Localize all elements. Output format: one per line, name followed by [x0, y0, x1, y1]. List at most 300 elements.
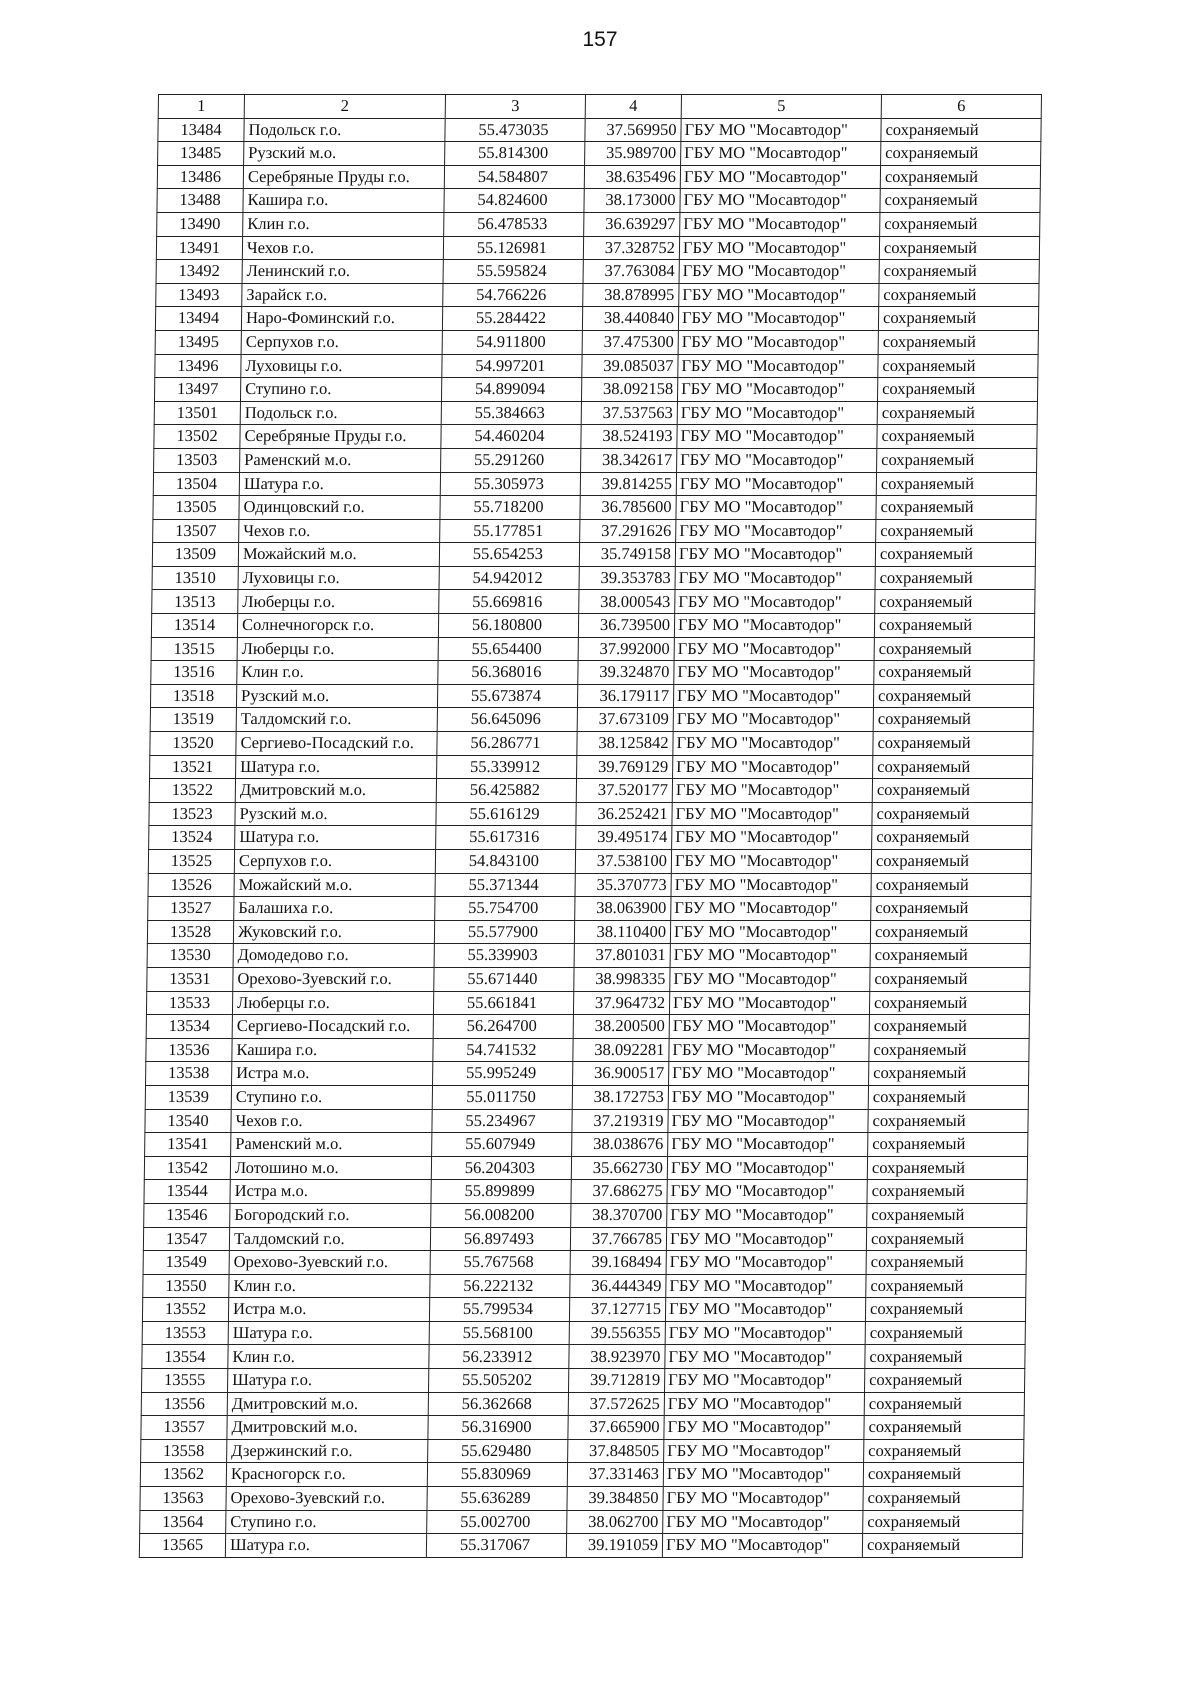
cell-latitude: 56.425882 [436, 779, 576, 803]
cell-status: сохраняемый [877, 448, 1037, 472]
cell-status: сохраняемый [881, 118, 1041, 142]
table-header-row [158, 95, 1041, 119]
cell-id: 13503 [154, 448, 240, 472]
cell-organization: ГБУ МО "Мосавтодор" [676, 496, 876, 520]
table-row [146, 1062, 1029, 1086]
cell-municipality: Серпухов г.о. [241, 330, 442, 354]
cell-organization: ГБУ МО "Мосавтодор" [664, 1416, 864, 1440]
cell-organization: ГБУ МО "Мосавтодор" [679, 260, 879, 284]
cell-longitude: 38.923970 [569, 1345, 665, 1369]
cell-latitude: 55.002700 [427, 1510, 567, 1534]
cell-organization: ГБУ МО "Мосавтодор" [675, 566, 875, 590]
table-row [158, 118, 1041, 142]
cell-status: сохраняемый [876, 519, 1036, 543]
cell-id: 13526 [148, 873, 234, 897]
cell-municipality: Ступино г.о. [231, 1085, 432, 1109]
cell-id: 13513 [152, 590, 238, 614]
cell-status: сохраняемый [865, 1321, 1025, 1345]
cell-id: 13522 [149, 779, 235, 803]
cell-latitude: 55.718200 [440, 496, 580, 520]
cell-municipality: Зарайск г.о. [242, 283, 443, 307]
cell-longitude: 37.801031 [574, 944, 670, 968]
cell-id: 13544 [144, 1180, 230, 1204]
cell-longitude: 37.665900 [568, 1416, 664, 1440]
cell-id: 13497 [154, 378, 240, 402]
cell-organization: ГБУ МО "Мосавтодор" [664, 1439, 864, 1463]
cell-municipality: Балашиха г.о. [234, 897, 435, 921]
cell-longitude: 37.219319 [572, 1109, 668, 1133]
cell-latitude: 54.460204 [441, 425, 581, 449]
cell-id: 13491 [156, 236, 242, 260]
cell-status: сохраняемый [876, 496, 1036, 520]
cell-longitude: 38.062700 [567, 1510, 663, 1534]
cell-status: сохраняемый [879, 236, 1039, 260]
cell-organization: ГБУ МО "Мосавтодор" [667, 1180, 867, 1204]
table-row [156, 283, 1039, 307]
cell-id: 13514 [151, 614, 237, 638]
table-row [155, 307, 1038, 331]
cell-id: 13546 [144, 1203, 230, 1227]
table-row [157, 165, 1040, 189]
cell-latitude: 56.180800 [438, 614, 578, 638]
cell-id: 13554 [142, 1345, 228, 1369]
table-row [142, 1345, 1025, 1369]
cell-status: сохраняемый [875, 566, 1035, 590]
cell-id: 13557 [141, 1416, 227, 1440]
table-row [142, 1321, 1025, 1345]
cell-status: сохраняемый [870, 967, 1030, 991]
cell-organization: ГБУ МО "Мосавтодор" [677, 401, 877, 425]
page-number: 157 [582, 28, 618, 51]
cell-id: 13562 [140, 1463, 226, 1487]
cell-id: 13510 [152, 566, 238, 590]
cell-latitude: 54.997201 [442, 354, 582, 378]
table-row [142, 1298, 1025, 1322]
cell-organization: ГБУ МО "Мосавтодор" [665, 1298, 865, 1322]
cell-municipality: Орехово-Зуевский г.о. [229, 1251, 430, 1275]
cell-organization: ГБУ МО "Мосавтодор" [672, 826, 872, 850]
cell-municipality: Лотошино м.о. [230, 1156, 431, 1180]
cell-status: сохраняемый [881, 142, 1041, 166]
cell-latitude: 55.473035 [445, 118, 585, 142]
table-row [156, 260, 1039, 284]
cell-organization: ГБУ МО "Мосавтодор" [663, 1487, 863, 1511]
cell-longitude: 38.092158 [581, 378, 677, 402]
cell-organization: ГБУ МО "Мосавтодор" [674, 614, 874, 638]
cell-status: сохраняемый [877, 378, 1037, 402]
table-row [141, 1439, 1024, 1463]
cell-municipality: Ступино г.о. [226, 1510, 427, 1534]
cell-latitude: 55.669816 [439, 590, 579, 614]
cell-municipality: Дмитровский м.о. [227, 1392, 428, 1416]
cell-status: сохраняемый [879, 283, 1039, 307]
cell-municipality: Солнечногорск г.о. [237, 614, 438, 638]
cell-organization: ГБУ МО "Мосавтодор" [664, 1392, 864, 1416]
cell-municipality: Ступино г.о. [240, 378, 441, 402]
cell-status: сохраняемый [870, 920, 1030, 944]
table-row [143, 1251, 1026, 1275]
cell-status: сохраняемый [869, 1015, 1029, 1039]
cell-status: сохраняемый [865, 1345, 1025, 1369]
cell-longitude: 38.092281 [573, 1038, 669, 1062]
cell-organization: ГБУ МО "Мосавтодор" [666, 1274, 866, 1298]
cell-status: сохраняемый [874, 614, 1034, 638]
cell-id: 13496 [155, 354, 241, 378]
cell-id: 13538 [146, 1062, 232, 1086]
table-row [156, 236, 1039, 260]
cell-municipality: Сергиево-Посадский г.о. [232, 1015, 433, 1039]
cell-id: 13509 [152, 543, 238, 567]
cell-id: 13507 [153, 519, 239, 543]
cell-latitude: 55.384663 [441, 401, 581, 425]
cell-id: 13542 [144, 1156, 230, 1180]
table-row [149, 802, 1032, 826]
cell-longitude: 38.878995 [583, 283, 679, 307]
table-row [144, 1203, 1027, 1227]
cell-municipality: Луховицы г.о. [241, 354, 442, 378]
cell-longitude: 38.173000 [584, 189, 680, 213]
cell-longitude: 38.038676 [572, 1133, 668, 1157]
cell-municipality: Серебряные Пруды г.о. [240, 425, 441, 449]
cell-longitude: 39.769129 [577, 755, 673, 779]
table-row [147, 967, 1030, 991]
cell-latitude: 55.371344 [435, 873, 575, 897]
cell-id: 13492 [156, 260, 242, 284]
cell-organization: ГБУ МО "Мосавтодор" [681, 118, 881, 142]
cell-organization: ГБУ МО "Мосавтодор" [675, 590, 875, 614]
cell-status: сохраняемый [866, 1251, 1026, 1275]
cell-organization: ГБУ МО "Мосавтодор" [678, 354, 878, 378]
cell-status: сохраняемый [869, 991, 1029, 1015]
table-row [155, 354, 1038, 378]
table-row [151, 637, 1034, 661]
cell-organization: ГБУ МО "Мосавтодор" [668, 1133, 868, 1157]
cell-id: 13558 [141, 1439, 227, 1463]
cell-status: сохраняемый [877, 425, 1037, 449]
cell-longitude: 37.766785 [570, 1227, 666, 1251]
cell-latitude: 56.008200 [431, 1203, 571, 1227]
cell-longitude: 37.572625 [568, 1392, 664, 1416]
cell-status: сохраняемый [864, 1392, 1024, 1416]
cell-organization: ГБУ МО "Мосавтодор" [666, 1251, 866, 1275]
cell-status: сохраняемый [863, 1510, 1023, 1534]
column-header-5: 5 [681, 95, 881, 119]
cell-municipality: Шатура г.о. [235, 826, 436, 850]
cell-id: 13524 [149, 826, 235, 850]
cell-status: сохраняемый [876, 472, 1036, 496]
cell-longitude: 38.524193 [581, 425, 677, 449]
cell-id: 13504 [153, 472, 239, 496]
cell-status: сохраняемый [875, 590, 1035, 614]
table-row [148, 897, 1031, 921]
cell-latitude: 55.177851 [440, 519, 580, 543]
cell-latitude: 55.617316 [436, 826, 576, 850]
cell-status: сохраняемый [875, 543, 1035, 567]
cell-latitude: 55.799534 [429, 1298, 569, 1322]
cell-municipality: Кашира г.о. [243, 189, 444, 213]
cell-municipality: Клин г.о. [237, 661, 438, 685]
cell-organization: ГБУ МО "Мосавтодор" [663, 1463, 863, 1487]
cell-latitude: 55.673874 [437, 684, 577, 708]
cell-id: 13523 [149, 802, 235, 826]
cell-organization: ГБУ МО "Мосавтодор" [669, 991, 869, 1015]
cell-latitude: 55.661841 [433, 991, 573, 1015]
table-row [141, 1416, 1024, 1440]
cell-latitude: 54.911800 [442, 330, 582, 354]
cell-municipality: Можайский м.о. [234, 873, 435, 897]
cell-organization: ГБУ МО "Мосавтодор" [667, 1156, 867, 1180]
cell-longitude: 39.712819 [569, 1369, 665, 1393]
cell-id: 13515 [151, 637, 237, 661]
cell-id: 13485 [158, 142, 244, 166]
cell-latitude: 54.584807 [444, 165, 584, 189]
cell-municipality: Рузский м.о. [244, 142, 445, 166]
cell-organization: ГБУ МО "Мосавтодор" [670, 944, 870, 968]
cell-organization: ГБУ МО "Мосавтодор" [667, 1203, 867, 1227]
cell-latitude: 54.899094 [441, 378, 581, 402]
cell-id: 13527 [148, 897, 234, 921]
cell-municipality: Можайский м.о. [238, 543, 439, 567]
cell-municipality: Серпухов г.о. [234, 850, 435, 874]
cell-organization: ГБУ МО "Мосавтодор" [671, 873, 871, 897]
cell-organization: ГБУ МО "Мосавтодор" [671, 897, 871, 921]
cell-organization: ГБУ МО "Мосавтодор" [677, 378, 877, 402]
cell-municipality: Чехов г.о. [242, 236, 443, 260]
cell-status: сохраняемый [878, 354, 1038, 378]
cell-latitude: 55.814300 [445, 142, 585, 166]
table-row [146, 1015, 1029, 1039]
table-row [152, 543, 1035, 567]
cell-municipality: Шатура г.о. [228, 1321, 429, 1345]
table-row [150, 732, 1033, 756]
cell-status: сохраняемый [868, 1109, 1028, 1133]
table-row [144, 1180, 1027, 1204]
table-row [154, 401, 1037, 425]
cell-organization: ГБУ МО "Мосавтодор" [672, 802, 872, 826]
cell-latitude: 54.942012 [439, 566, 579, 590]
cell-id: 13564 [140, 1510, 226, 1534]
cell-longitude: 37.964732 [573, 991, 669, 1015]
cell-id: 13495 [155, 330, 241, 354]
table-row [142, 1369, 1025, 1393]
cell-latitude: 56.204303 [431, 1156, 571, 1180]
cell-id: 13519 [150, 708, 236, 732]
cell-organization: ГБУ МО "Мосавтодор" [673, 732, 873, 756]
cell-organization: ГБУ МО "Мосавтодор" [671, 850, 871, 874]
cell-municipality: Луховицы г.о. [238, 566, 439, 590]
table-row [148, 850, 1031, 874]
cell-id: 13518 [150, 684, 236, 708]
cell-longitude: 37.992000 [578, 637, 674, 661]
table-row [147, 944, 1030, 968]
cell-longitude: 35.662730 [571, 1156, 667, 1180]
cell-municipality: Дмитровский м.о. [227, 1416, 428, 1440]
cell-longitude: 37.673109 [577, 708, 673, 732]
cell-id: 13540 [145, 1109, 231, 1133]
cell-status: сохраняемый [873, 732, 1033, 756]
table-row [144, 1156, 1027, 1180]
cell-municipality: Серебряные Пруды г.о. [243, 165, 444, 189]
cell-status: сохраняемый [871, 850, 1031, 874]
cell-municipality: Люберцы г.о. [237, 637, 438, 661]
cell-status: сохраняемый [868, 1085, 1028, 1109]
cell-longitude: 36.900517 [573, 1062, 669, 1086]
cell-organization: ГБУ МО "Мосавтодор" [669, 1062, 869, 1086]
cell-status: сохраняемый [880, 189, 1040, 213]
cell-status: сохраняемый [866, 1274, 1026, 1298]
cell-organization: ГБУ МО "Мосавтодор" [665, 1345, 865, 1369]
table-row [150, 684, 1033, 708]
cell-id: 13534 [146, 1015, 232, 1039]
cell-longitude: 37.475300 [582, 330, 678, 354]
cell-longitude: 35.370773 [575, 873, 671, 897]
cell-longitude: 37.291626 [580, 519, 676, 543]
cell-id: 13563 [140, 1487, 226, 1511]
cell-longitude: 36.252421 [576, 802, 672, 826]
cell-municipality: Дмитровский м.о. [235, 779, 436, 803]
cell-status: сохраняемый [868, 1133, 1028, 1157]
cell-organization: ГБУ МО "Мосавтодор" [673, 684, 873, 708]
cell-municipality: Ленинский г.о. [242, 260, 443, 284]
cell-municipality: Подольск г.о. [240, 401, 441, 425]
cell-id: 13505 [153, 496, 239, 520]
table-row [143, 1227, 1026, 1251]
table-row [157, 212, 1040, 236]
table-row [140, 1487, 1023, 1511]
cell-status: сохраняемый [878, 307, 1038, 331]
cell-id: 13552 [142, 1298, 228, 1322]
cell-longitude: 38.172753 [572, 1085, 668, 1109]
cell-longitude: 37.331463 [567, 1463, 663, 1487]
table-row [146, 991, 1029, 1015]
cell-latitude: 54.741532 [433, 1038, 573, 1062]
cell-organization: ГБУ МО "Мосавтодор" [681, 142, 881, 166]
cell-organization: ГБУ МО "Мосавтодор" [678, 330, 878, 354]
cell-municipality: Чехов г.о. [239, 519, 440, 543]
cell-status: сохраняемый [869, 1038, 1029, 1062]
cell-longitude: 38.635496 [584, 165, 680, 189]
cell-latitude: 55.126981 [443, 236, 583, 260]
cell-latitude: 55.595824 [443, 260, 583, 284]
data-table [139, 94, 1042, 1558]
cell-longitude: 37.686275 [571, 1180, 667, 1204]
cell-id: 13528 [147, 920, 233, 944]
cell-municipality: Орехово-Зуевский г.о. [226, 1487, 427, 1511]
cell-organization: ГБУ МО "Мосавтодор" [676, 472, 876, 496]
cell-municipality: Чехов г.о. [231, 1109, 432, 1133]
cell-longitude: 38.200500 [573, 1015, 669, 1039]
cell-id: 13493 [156, 283, 242, 307]
cell-organization: ГБУ МО "Мосавтодор" [670, 920, 870, 944]
cell-latitude: 56.645096 [437, 708, 577, 732]
cell-status: сохраняемый [864, 1439, 1024, 1463]
cell-status: сохраняемый [873, 755, 1033, 779]
cell-longitude: 37.538100 [575, 850, 671, 874]
cell-municipality: Кашира г.о. [232, 1038, 433, 1062]
cell-longitude: 38.000543 [579, 590, 675, 614]
cell-latitude: 55.568100 [429, 1321, 569, 1345]
table-row [158, 142, 1041, 166]
cell-id: 13488 [157, 189, 243, 213]
cell-municipality: Талдомский г.о. [229, 1227, 430, 1251]
cell-longitude: 38.342617 [581, 448, 677, 472]
cell-longitude: 39.495174 [576, 826, 672, 850]
cell-longitude: 36.785600 [580, 496, 676, 520]
cell-latitude: 56.264700 [433, 1015, 573, 1039]
cell-status: сохраняемый [866, 1227, 1026, 1251]
cell-id: 13553 [142, 1321, 228, 1345]
cell-latitude: 55.754700 [435, 897, 575, 921]
column-header-4: 4 [585, 95, 681, 119]
table-row [151, 614, 1034, 638]
cell-municipality: Наро-Фоминский г.о. [241, 307, 442, 331]
cell-latitude: 55.305973 [440, 472, 580, 496]
cell-organization: ГБУ МО "Мосавтодор" [666, 1227, 866, 1251]
table-row [154, 448, 1037, 472]
cell-municipality: Сергиево-Посадский г.о. [236, 732, 437, 756]
table-row [146, 1038, 1029, 1062]
table-row [150, 755, 1033, 779]
cell-municipality: Люберцы г.о. [238, 590, 439, 614]
cell-status: сохраняемый [867, 1203, 1027, 1227]
cell-organization: ГБУ МО "Мосавтодор" [665, 1369, 865, 1393]
cell-id: 13516 [151, 661, 237, 685]
cell-latitude: 56.286771 [437, 732, 577, 756]
cell-id: 13565 [139, 1534, 225, 1558]
cell-status: сохраняемый [872, 826, 1032, 850]
cell-longitude: 38.110400 [574, 920, 670, 944]
cell-latitude: 55.505202 [429, 1369, 569, 1393]
cell-organization: ГБУ МО "Мосавтодор" [677, 448, 877, 472]
cell-id: 13494 [155, 307, 241, 331]
cell-id: 13531 [147, 967, 233, 991]
cell-organization: ГБУ МО "Мосавтодор" [673, 755, 873, 779]
table-row [157, 189, 1040, 213]
table-row [141, 1392, 1024, 1416]
cell-longitude: 36.639297 [584, 212, 680, 236]
cell-municipality: Подольск г.о. [244, 118, 445, 142]
cell-status: сохраняемый [878, 330, 1038, 354]
cell-latitude: 55.011750 [432, 1085, 572, 1109]
cell-status: сохраняемый [880, 212, 1040, 236]
cell-municipality: Раменский м.о. [240, 448, 441, 472]
cell-organization: ГБУ МО "Мосавтодор" [663, 1510, 863, 1534]
cell-status: сохраняемый [874, 637, 1034, 661]
table-row [154, 425, 1037, 449]
cell-organization: ГБУ МО "Мосавтодор" [670, 967, 870, 991]
cell-longitude: 37.763084 [583, 260, 679, 284]
cell-status: сохраняемый [871, 873, 1031, 897]
table-row [145, 1133, 1028, 1157]
cell-id: 13547 [143, 1227, 229, 1251]
cell-longitude: 36.179117 [577, 684, 673, 708]
cell-status: сохраняемый [862, 1534, 1022, 1558]
cell-organization: ГБУ МО "Мосавтодор" [680, 165, 880, 189]
cell-longitude: 39.191059 [566, 1534, 662, 1558]
cell-municipality: Шатура г.о. [228, 1369, 429, 1393]
cell-latitude: 55.636289 [427, 1487, 567, 1511]
cell-organization: ГБУ МО "Мосавтодор" [674, 637, 874, 661]
cell-id: 13555 [142, 1369, 228, 1393]
cell-latitude: 55.234967 [432, 1109, 572, 1133]
cell-latitude: 55.629480 [428, 1439, 568, 1463]
cell-latitude: 55.339912 [437, 755, 577, 779]
cell-id: 13530 [147, 944, 233, 968]
cell-longitude: 39.814255 [580, 472, 676, 496]
table-row [153, 519, 1036, 543]
cell-latitude: 55.607949 [432, 1133, 572, 1157]
table-row [143, 1274, 1026, 1298]
